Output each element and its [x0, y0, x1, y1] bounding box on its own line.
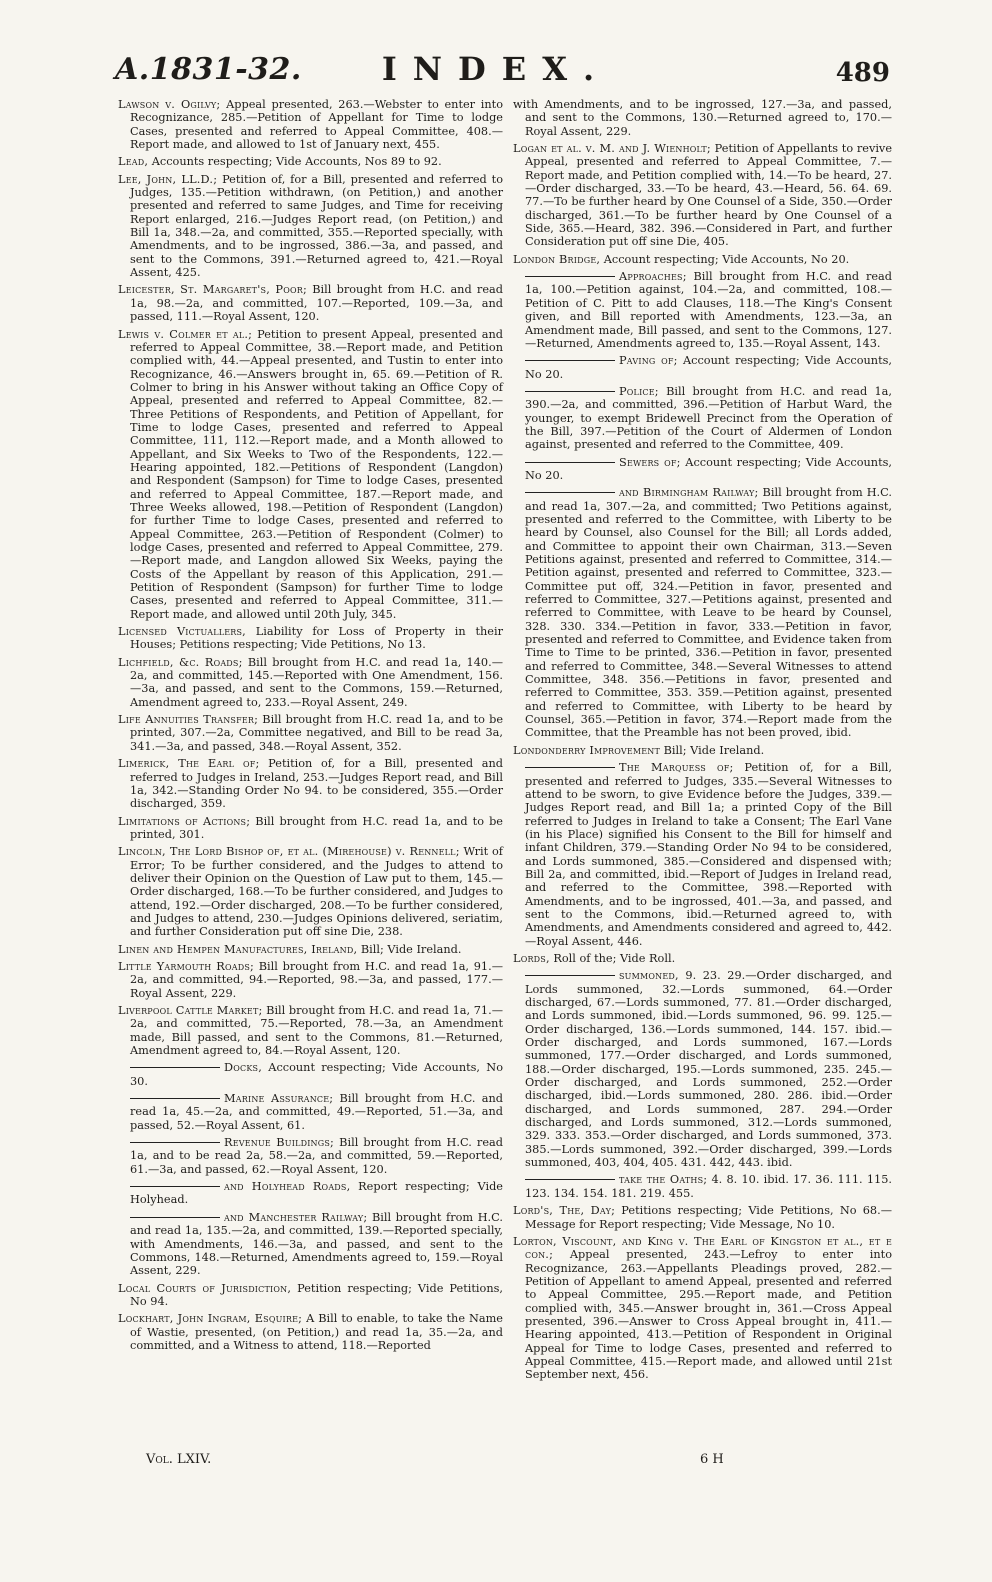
index-entry-text: Bill brought from H.C. and read 1a, 91.—2a, and committed, 94.—Reported, 98.—3a, and passed, 177.—Royal Assent, 229. — [130, 959, 503, 1000]
index-entry-heading: Lorton, Viscount, and King v. The Earl of Kingston et al., et e con.; — [513, 1234, 892, 1262]
index-entry-text: with Amendments, and to be ingrossed, 127.—3a, and passed, and sent to the Commons, 130.—Returned agreed to, 170.—Royal Assent, 229. — [513, 98, 892, 138]
index-entry-text: Petition of Appellants to revive Appeal, presented and referred to Appeal Committee, 7.—Report made, and Petition complied with, 14.—To be heard, 27.—Order discharged, 33.—To be heard, 43.—Heard, 56. 64. 69. 77.—To be further heard by One Counsel of a Side, 350.—Order discharged, 361.—To be further heard by One Counsel of a Side, 365.—Heard, 382. 396.—Considered in Part, and further Consideration put off sine Die, 405. — [525, 142, 893, 249]
index-entry-text: Account respecting; Vide Accounts, No 20. — [525, 455, 892, 482]
index-entry-text: Bill brought from H.C. read 1a, and to be printed, 301. — [130, 814, 503, 841]
ditto-rule — [525, 276, 615, 277]
footer-signature: 6 H — [700, 1452, 724, 1467]
index-entry-text: A Bill to enable, to take the Name of Wastie, presented, (on Petition,) and read 1a, 35.—2a, and committed, and a Witness to attend, 118.—Reported — [130, 1312, 503, 1352]
ditto-rule — [525, 1179, 615, 1180]
index-entry-heading: Sewers of; — [619, 455, 681, 469]
index-entry-text: Petition respecting; Vide Petitions, No 94. — [130, 1281, 503, 1308]
index-entry-text: Appeal presented, 263.—Webster to enter into Recognizance, 285.—Petition of Appellant for Time to lodge Cases, presented and referred to Appeal Committee, 408.—Report made, and allowed to 1st of January next, 455. — [130, 98, 503, 152]
index-entry-heading: Leicester, St. Margaret's, Poor; — [118, 283, 307, 297]
index-entry-heading: Lee, John, LL.D.; — [118, 172, 218, 186]
index-entry — [118, 815, 503, 842]
index-entry — [513, 270, 892, 350]
index-entry-text: Report respecting; Vide Holyhead. — [130, 1180, 503, 1207]
index-entry — [118, 1282, 503, 1309]
index-entry — [513, 1235, 892, 1382]
index-entry — [513, 744, 892, 757]
index-entry-heading: Lockhart, John Ingram, Esquire; — [118, 1312, 303, 1326]
index-entry — [118, 943, 503, 956]
index-entry — [513, 98, 892, 138]
index-entry-text: Bill brought from H.C. and read 1a, 45.—2a, and committed, 49.—Reported, 51.—3a, and passed, 52.—Royal Assent, 61. — [130, 1092, 503, 1132]
index-entry — [118, 328, 503, 622]
index-entry-heading: Local Courts of Jurisdiction, — [118, 1281, 292, 1295]
index-entry-heading: Lincoln, The Lord Bishop of, et al. (Mirehouse) v. Rennell; — [118, 845, 460, 859]
ditto-rule — [525, 462, 615, 463]
index-entry-heading: Lord's, The, Day; — [513, 1204, 616, 1218]
index-entry — [118, 1136, 503, 1176]
index-entry — [513, 486, 892, 740]
index-entry — [118, 173, 503, 280]
index-entry-text: Appeal presented, 243.—Lefroy to enter into Recognizance, 263.—Appellants Pleadings proved, 282.—Petition of Appellant to amend Appeal, presented and referred to Appeal Committee, 295.—Report made, and Petition complied with, 345.—Answer brought in, 361.—Cross Appeal presented, 396.—Answer to Cross Appeal brought in, 411.—Hearing appointed, 413.—Petition of Respondent in Original Appeal for Time to lodge Cases, presented and referred to Appeal Committee, 415.—Report made, and allowed until 21st September next, 456. — [525, 1248, 892, 1382]
page-number: 489 — [835, 58, 890, 88]
index-entry-text: Bill brought from H.C. and read 1a, 307.—2a, and committed; Two Petitions against, presented and referred to the Committee, with Liberty to be heard by Counsel, also Counsel for the Bill; all Lords added, and Committee to appoint their own Chairman, 313.—Seven Petitions against, presented and referred to Committee, 314.—Petition against, presented and referred to Committee, 323.—Committee put off, 324.—Petition in favor, presented and referred to Committee, 327.—Petitions against, presented and referred to Committee, with Leave to be heard by Counsel, 328. 330. 334.—Petition in favor, 333.—Petition in favor, presented and referred to Committee, and Evidence taken from Time to Time to be printed, 336.—Petition in favor, presented and referred to Committee, 348.—Several Witnesses to attend Committee, 348. 356.—Petitions in favor, presented and referred to Committee, 353. 359.—Petition against, presented and referred to Committee, with Liberty to be heard by Counsel, 365.—Petition in favor, 374.—Report made from the Committee, that the Preamble has not been proved, ibid. — [525, 486, 892, 740]
index-entry-heading: take the Oaths; — [619, 1173, 708, 1187]
index-entry-text: Petitions respecting; Vide Petitions, No 68.—Message for Report respecting; Vide Message, No 10. — [525, 1204, 892, 1231]
index-entry-text: Account respecting; Vide Accounts, No 20. — [525, 354, 892, 381]
index-entry-heading: Lords, — [513, 951, 550, 965]
index-entry — [118, 1312, 503, 1352]
index-entry-text: Petition of, for a Bill, presented and referred to Judges, 135.—Petition withdrawn, (on Petition,) and another presented and referred to same Judges, and Time for receiving Report enlarged, 216.—Judges Report read, (on Petition,) and Bill 1a, 348.—2a, and committed, 355.—Reported specially, with Amendments, and to be ingrossed, 386.—3a, and passed, and sent to the Commons, 391.—Returned agreed to, 421.—Royal Assent, 425. — [130, 172, 503, 280]
running-head-title: INDEX. — [381, 50, 611, 88]
index-entry — [118, 1061, 503, 1088]
ditto-rule — [130, 1217, 220, 1218]
index-entry-text: Bill brought from H.C. and read 1a, 100.—Petition against, 104.—2a, and committed, 108.—Petition of C. Pitt to add Clauses, 118.—The King's Consent given, and Bill reported with Amendments, 123.—3a, an Amendment made, Bill passed, and sent to the Commons, 127.—Returned, Amendments agreed to, 135.—Royal Assent, 143. — [525, 270, 892, 350]
index-entry — [118, 625, 503, 652]
index-entry-text: Bill; Vide Ireland. — [660, 743, 765, 757]
index-entry — [118, 155, 503, 168]
index-entry-heading: Limitations of Actions; — [118, 814, 251, 828]
ditto-rule — [525, 492, 615, 493]
index-entry-text: Bill brought from H.C. and read 1a, 71.—2a, and committed, 75.—Reported, 78.—3a, an Amendment made, Bill passed, and sent to the Commons, 81.—Returned, Amendment agreed to, 84.—Royal Assent, 120. — [130, 1004, 503, 1058]
index-entry — [513, 385, 892, 452]
ditto-rule — [130, 1098, 220, 1099]
index-entry-heading: Approaches; — [619, 270, 687, 284]
index-entry — [118, 283, 503, 323]
index-entry-heading: Little Yarmouth Roads; — [118, 959, 255, 973]
index-entry-heading: Marine Assurance; — [224, 1092, 334, 1106]
index-entry — [118, 757, 503, 810]
footer-volume: Vol. LXIV. — [146, 1452, 212, 1467]
index-entry — [118, 713, 503, 753]
index-entry-heading: and Birmingham Railway; — [619, 486, 759, 500]
index-entry-text: Bill; Vide Ireland. — [357, 942, 462, 956]
index-entry-text: Account respecting; Vide Accounts, No 20. — [600, 252, 850, 266]
index-entry-heading: Lichfield, &c. Roads; — [118, 655, 243, 669]
index-entry-heading: Lewis v. Colmer et al.; — [118, 327, 253, 341]
index-entry-text: Accounts respecting; Vide Accounts, Nos 89 to 92. — [148, 155, 442, 169]
index-column-left — [118, 98, 503, 1356]
index-entry-heading: Limerick, The Earl of; — [118, 757, 260, 771]
index-entry-text: Bill brought from H.C. and read 1a, 140.—2a, and committed, 145.—Reported with One Amendment, 156.—3a, and passed, and sent to the Commons, 159.—Returned, Amendment agreed to, 233.—Royal Assent, 249. — [130, 655, 503, 709]
index-entry — [118, 1180, 503, 1207]
index-entry — [513, 1173, 892, 1200]
index-entry — [513, 969, 892, 1169]
index-entry-heading: Revenue Buildings; — [224, 1136, 335, 1150]
index-entry — [513, 253, 892, 266]
index-entry — [513, 761, 892, 948]
index-entry-text: Bill brought from H.C. read 1a, and to be read 2a, 58.—2a, and committed, 59.—Reported, 61.—3a, and passed, 62.—Royal Assent, 120. — [130, 1136, 503, 1176]
index-entry-heading: The Marquess of; — [619, 761, 734, 775]
index-entry-heading: Licensed Victuallers, — [118, 625, 246, 639]
ditto-rule — [130, 1142, 220, 1143]
index-entry — [118, 1092, 503, 1132]
index-entry — [118, 98, 503, 151]
index-entry — [513, 1204, 892, 1231]
index-entry-heading: Logan et al. v. M. and J. Wienholt; — [513, 142, 711, 156]
index-entry — [118, 1004, 503, 1057]
running-head-year: A.1831-32. — [115, 52, 302, 87]
ditto-rule — [130, 1067, 220, 1068]
index-entry-heading: Paving of; — [619, 354, 678, 368]
ditto-rule — [525, 767, 615, 768]
index-entry-heading: Docks, — [224, 1061, 262, 1075]
ditto-rule — [525, 391, 615, 392]
index-entry-text: Liability for Loss of Property in their Houses; Petitions respecting; Vide Petitions, No 13. — [130, 625, 503, 652]
index-entry — [118, 656, 503, 709]
index-entry-text: Bill brought from H.C. and read 1a, 98.—2a, and committed, 107.—Reported, 109.—3a, and passed, 111.—Royal Assent, 120. — [130, 283, 503, 324]
index-entry-text: Bill brought from H.C. and read 1a, 390.—2a, and committed, 396.—Petition of Harbut Ward, the younger, to exempt Bridewell Precinct from the Operation of the Bill, 397.—Petition of the Court of Aldermen of London against, presented and referred to the Committee, 409. — [525, 384, 892, 452]
index-entry-heading: Life Annuities Transfer; — [118, 713, 259, 727]
index-column-right — [513, 98, 892, 1386]
index-entry-text: Petition of, for a Bill, presented and referred to Judges, 335.—Several Witnesses to attend to be sworn, to give Evidence before the Judges, 339.—Judges Report read, and Bill 1a; a printed Copy of the Bill referred to Judges in Ireland to take a Consent; The Earl Vane (in his Place) signified his Consent to the Bill for himself and infant Children, 379.—Standing Order No 94 to be considered, and Lords summoned, 385.—Considered and dispensed with; Bill 2a, and committed, ibid.—Report of Judges in Ireland read, and referred to the Committee, 398.—Reported with Amendments, and to be ingrossed, 401.—3a, and passed, and sent to the Commons, ibid.—Returned agreed to, with Amendments, and Amendments considered and agreed to, 442.—Royal Assent, 446. — [525, 761, 892, 948]
index-entry-heading: Lead, — [118, 155, 149, 169]
index-entry — [513, 142, 892, 249]
index-entry — [513, 354, 892, 381]
ditto-rule — [525, 975, 615, 976]
index-entry — [513, 952, 892, 965]
index-entry-heading: summoned, — [619, 969, 679, 983]
index-entry-text: Bill brought from H.C. read 1a, and to be printed, 307.—2a, Committee negatived, and Bill to be read 3a, 341.—3a, and passed, 348.—Royal Assent, 352. — [130, 713, 504, 753]
ditto-rule — [525, 360, 615, 361]
index-entry-text: Bill brought from H.C. and read 1a, 135.—2a, and committed, 139.—Reported specially, with Amendments, 146.—3a, and passed, and sent to the Commons, 148.—Returned, Amendments agreed to, 159.—Royal Assent, 229. — [130, 1210, 503, 1278]
index-entry — [118, 1211, 503, 1278]
index-entry-heading: Lawson v. Ogilvy; — [118, 98, 221, 111]
index-entry-text: Petition of, for a Bill, presented and referred to Judges in Ireland, 253.—Judges Report read, and Bill 1a, 342.—Standing Order No 94. to be considered, 355.—Order discharged, 359. — [130, 757, 503, 811]
index-entry-text: Account respecting; Vide Accounts, No 30. — [130, 1061, 503, 1088]
index-entry-text: Roll of the; Vide Roll. — [549, 951, 676, 965]
index-entry-heading: and Holyhead Roads, — [224, 1180, 351, 1194]
index-entry — [513, 456, 892, 483]
index-entry — [118, 960, 503, 1000]
index-entry-heading: London Bridge, — [513, 252, 601, 266]
index-entry-heading: and Manchester Railway; — [224, 1210, 368, 1224]
index-entry-heading: Londonderry Improvement — [513, 743, 661, 757]
index-entry-text: Writ of Error; To be further considered, and the Judges to attend to deliver their Opinion on the Question of Law put to them, 145.—Order discharged, 168.—To be further considered, and Judges to attend, 192.—Order discharged, 208.—To be further considered, and Judges to attend, 230.—Judges Opinions delivered, seriatim, and further Consideration put off sine Die, 238. — [130, 845, 503, 939]
ditto-rule — [130, 1186, 220, 1187]
index-entry-text: 9. 23. 29.—Order discharged, and Lords summoned, 32.—Lords summoned, 64.—Order discharged, 67.—Lords summoned, 77. 81.—Order discharged, and Lords summoned, ibid.—Lords summoned, 96. 99. 125.—Order discharged, 136.—Lords summoned, 144. 157. ibid.—Order discharged, and Lords summoned, 167.—Lords summoned, 177.—Order discharged, and Lords summoned, 188.—Order discharged, 195.—Lords summoned, 235. 245.—Order discharged, and Lords summoned, 252.—Order discharged, ibid.—Lords summoned, 280. 286. ibid.—Order discharged, and Lords summoned, 287. 294.—Order discharged, and Lords summoned, 312.—Lords summoned, 329. 333. 353.—Order discharged, and Lords summoned, 373. 385.—Lords summoned, 392.—Order discharged, 399.—Lords summoned, 403, 404, 405. 431. 442, 443. ibid. — [525, 969, 892, 1170]
index-entry-text: Petition to present Appeal, presented and referred to Appeal Committee, 38.—Report made, and Petition complied with, 44.—Appeal presented, and Tustin to enter into Recognizance, 46.—Answers brought in, 65. 69.—Petition of R. Colmer to bring in his Answer without taking an Office Copy of Appeal, presented and referred to Appeal Committee, 82.—Three Petitions of Respondents, and Petition of Appellant, for Time to lodge Cases, presented and referred to Appeal Committee, 111, 112.—Report made, and a Month allowed to Appellant, and Six Weeks to Two of the Respondents, 122.—Hearing appointed, 182.—Petitions of Respondent (Langdon) and Respondent (Sampson) for Time to lodge Cases, presented and referred to Appeal Committee, 187.—Report made, and Three Weeks allowed, 198.—Petition of Respondent (Langdon) for further Time to lodge Cases, presented and referred to Appeal Committee, 263.—Petition of Respondent (Colmer) to lodge Cases, presented and referred to Appeal Committee, 279.—Report made, and Langdon allowed Six Weeks, paying the Costs of the Appellant by reason of this Application, 291.—Petition of Respondent (Sampson) for further Time to lodge Cases, presented and referred to Appeal Committee, 311.—Report made, and allowed until 20th July, 345. — [130, 327, 503, 621]
index-entry-heading: Linen and Hempen Manufactures, Ireland, — [118, 942, 358, 956]
index-entry — [118, 845, 503, 938]
index-entry-heading: Liverpool Cattle Market; — [118, 1004, 263, 1017]
index-entry-text: 4. 8. 10. ibid. 17. 36. 111. 115. 123. 134. 154. 181. 219. 455. — [525, 1173, 892, 1200]
index-entry-heading: Police; — [619, 384, 659, 398]
